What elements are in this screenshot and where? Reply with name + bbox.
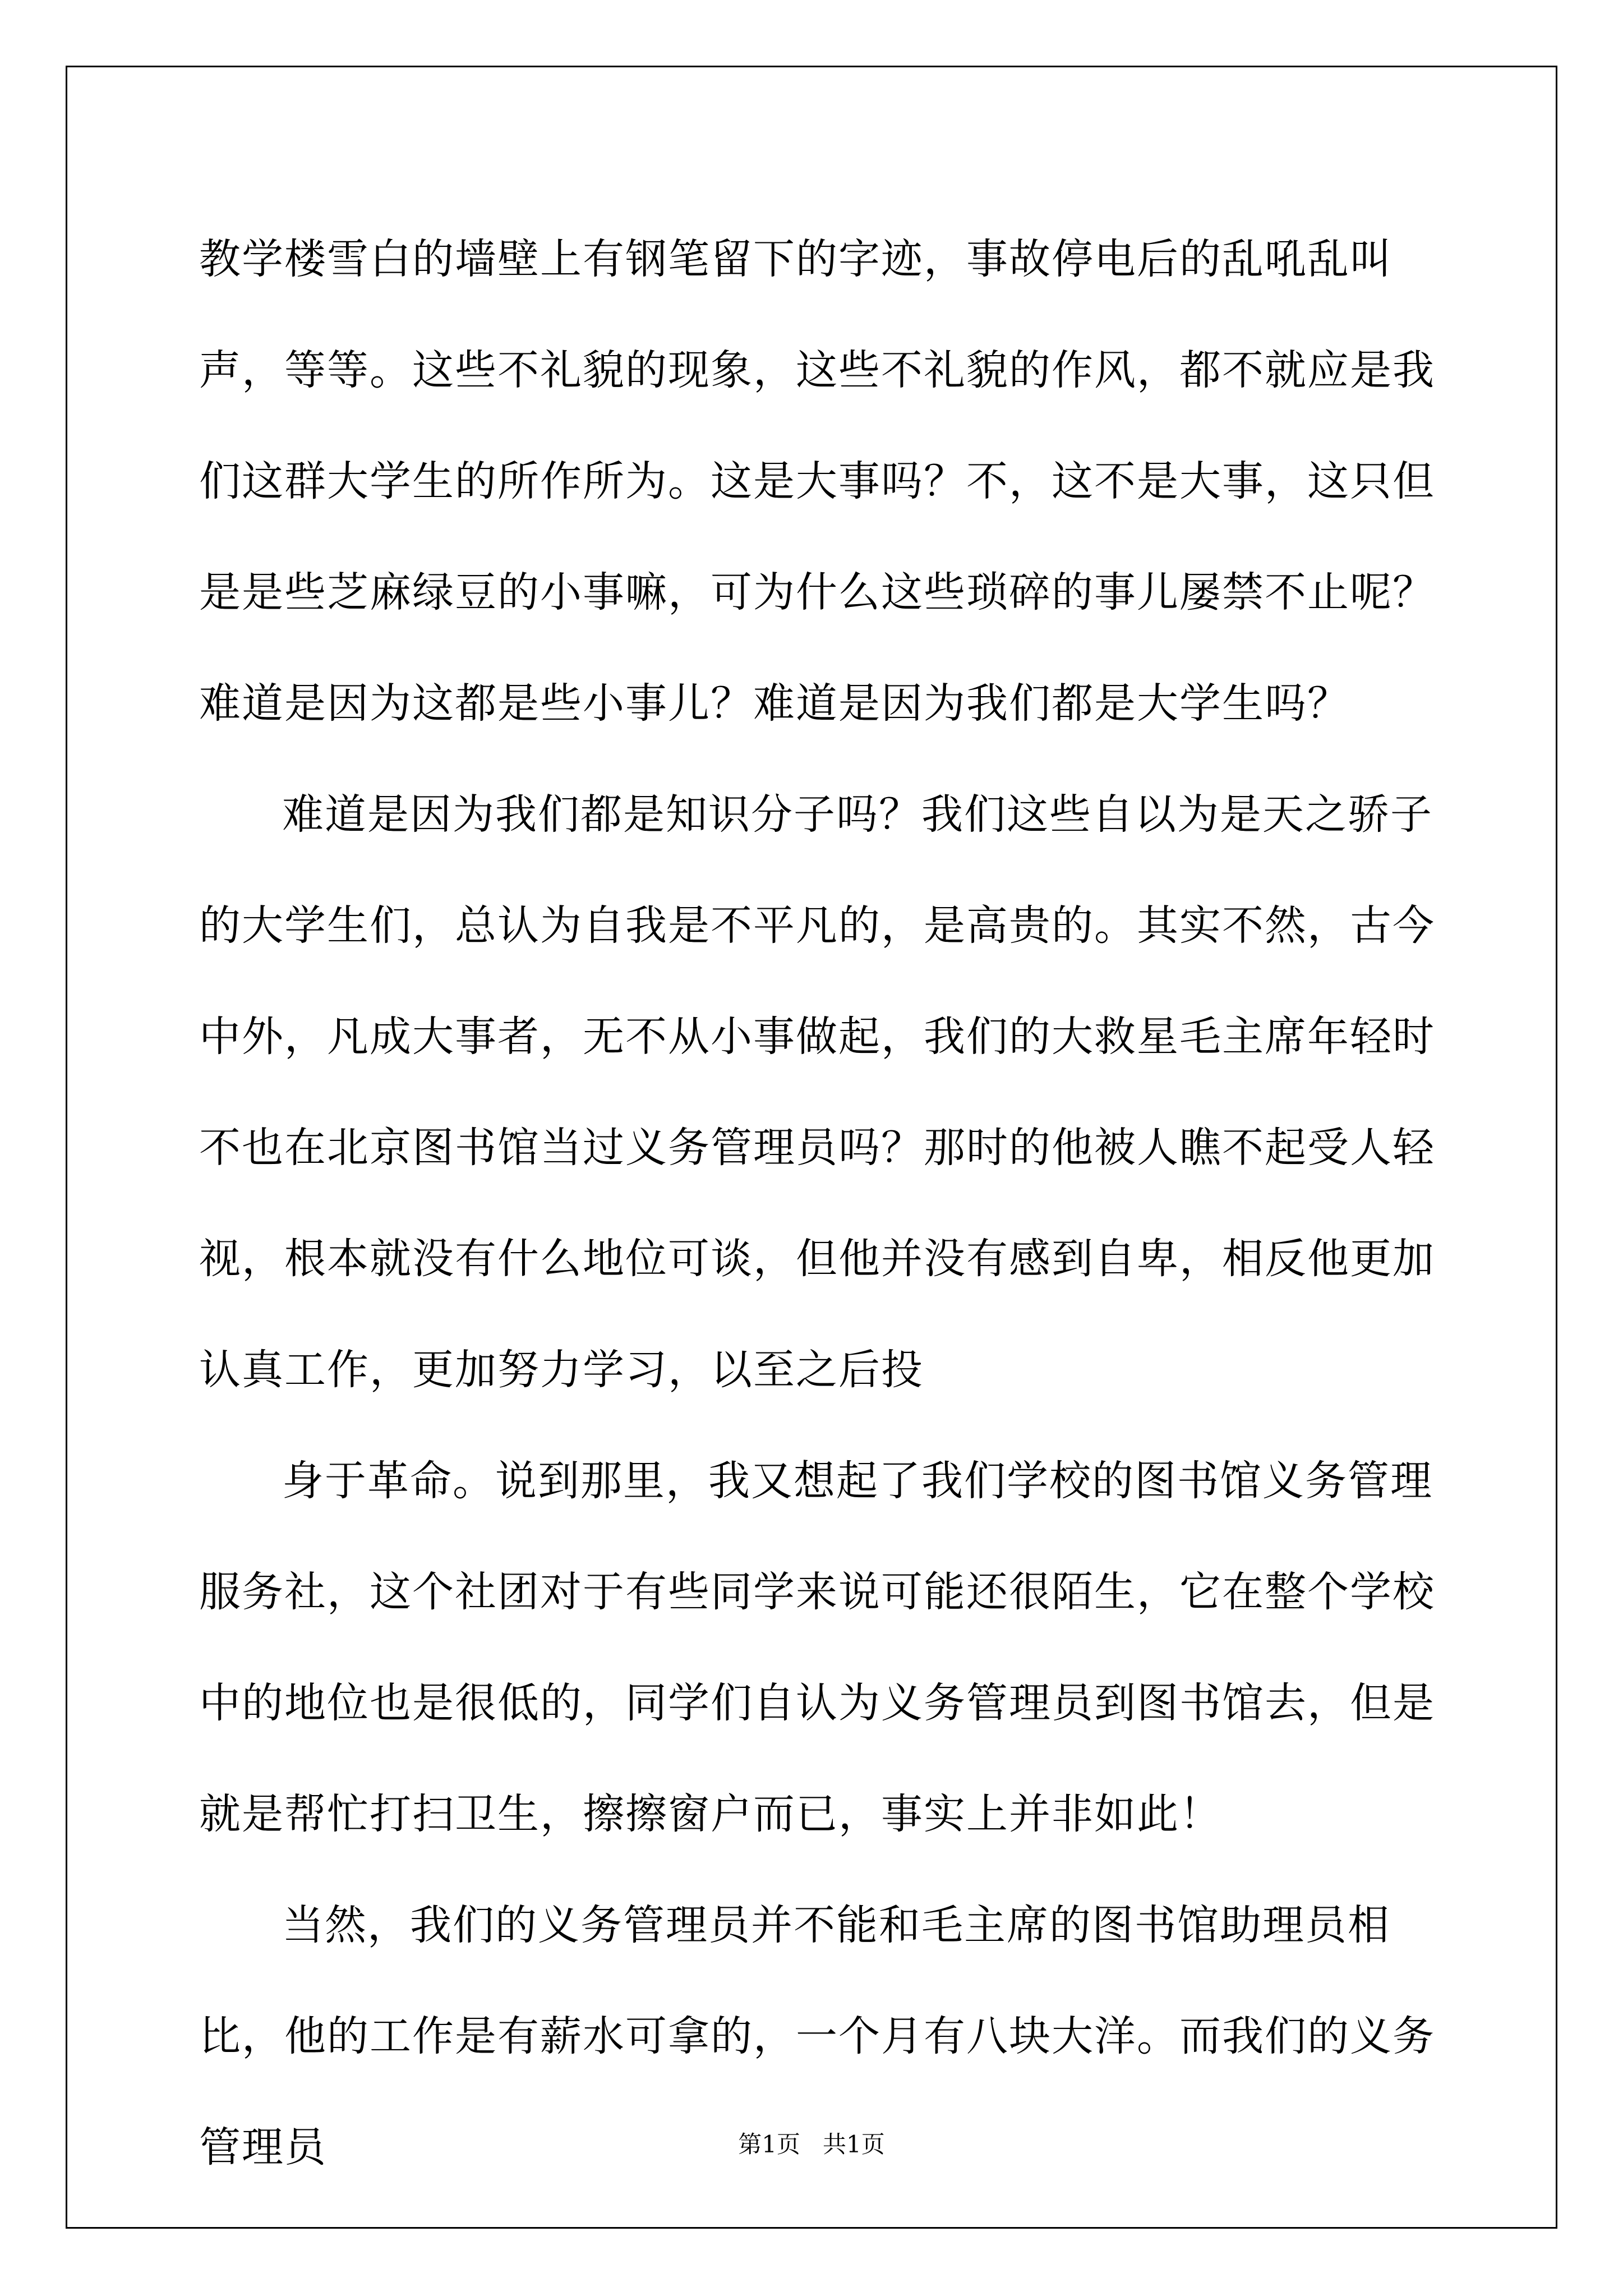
document-body: [199, 204, 1450, 2203]
paragraph-4: 当然，我们的义务管理员并不能和毛主席的图书馆助理员相比，他的工作是有薪水可拿的，一个月有八块大洋。而我们的义务管理员: [199, 1901, 1435, 2171]
page-footer: [0, 2128, 1623, 2161]
page-total: 共1页: [823, 2131, 885, 2158]
paragraph-1: 教学楼雪白的墙壁上有钢笔留下的字迹，事故停电后的乱吼乱叫声，等等。这些不礼貌的现象，这些不礼貌的作风，都不就应是我们这群大学生的所作所为。这是大事吗？不，这不是大事，这只但是是些芝麻绿豆的小事嘛，可为什么这些琐碎的事儿屡禁不止呢？难道是因为这都是些小事儿？难道是因为我们都是大学生吗？: [199, 235, 1435, 728]
paragraph-2: 难道是因为我们都是知识分子吗？我们这些自以为是天之骄子的大学生们，总认为自我是不平凡的，是高贵的。其实不然，古今中外，凡成大事者，无不从小事做起，我们的大救星毛主席年轻时不也在北京图书馆当过义务管理员吗？那时的他被人瞧不起受人轻视，根本就没有什么地位可谈，但他并没有感到自卑，相反他更加认真工作，更加努力学习，以至之后投: [199, 790, 1435, 1394]
paragraph-3: 身于革命。说到那里，我又想起了我们学校的图书馆义务管理服务社，这个社团对于有些同学来说可能还很陌生，它在整个学校中的地位也是很低的，同学们自认为义务管理员到图书馆去，但是就是帮忙打扫卫生，擦擦窗户而已，事实上并非如此！: [199, 1457, 1435, 1838]
page-number: 第1页: [738, 2131, 800, 2158]
